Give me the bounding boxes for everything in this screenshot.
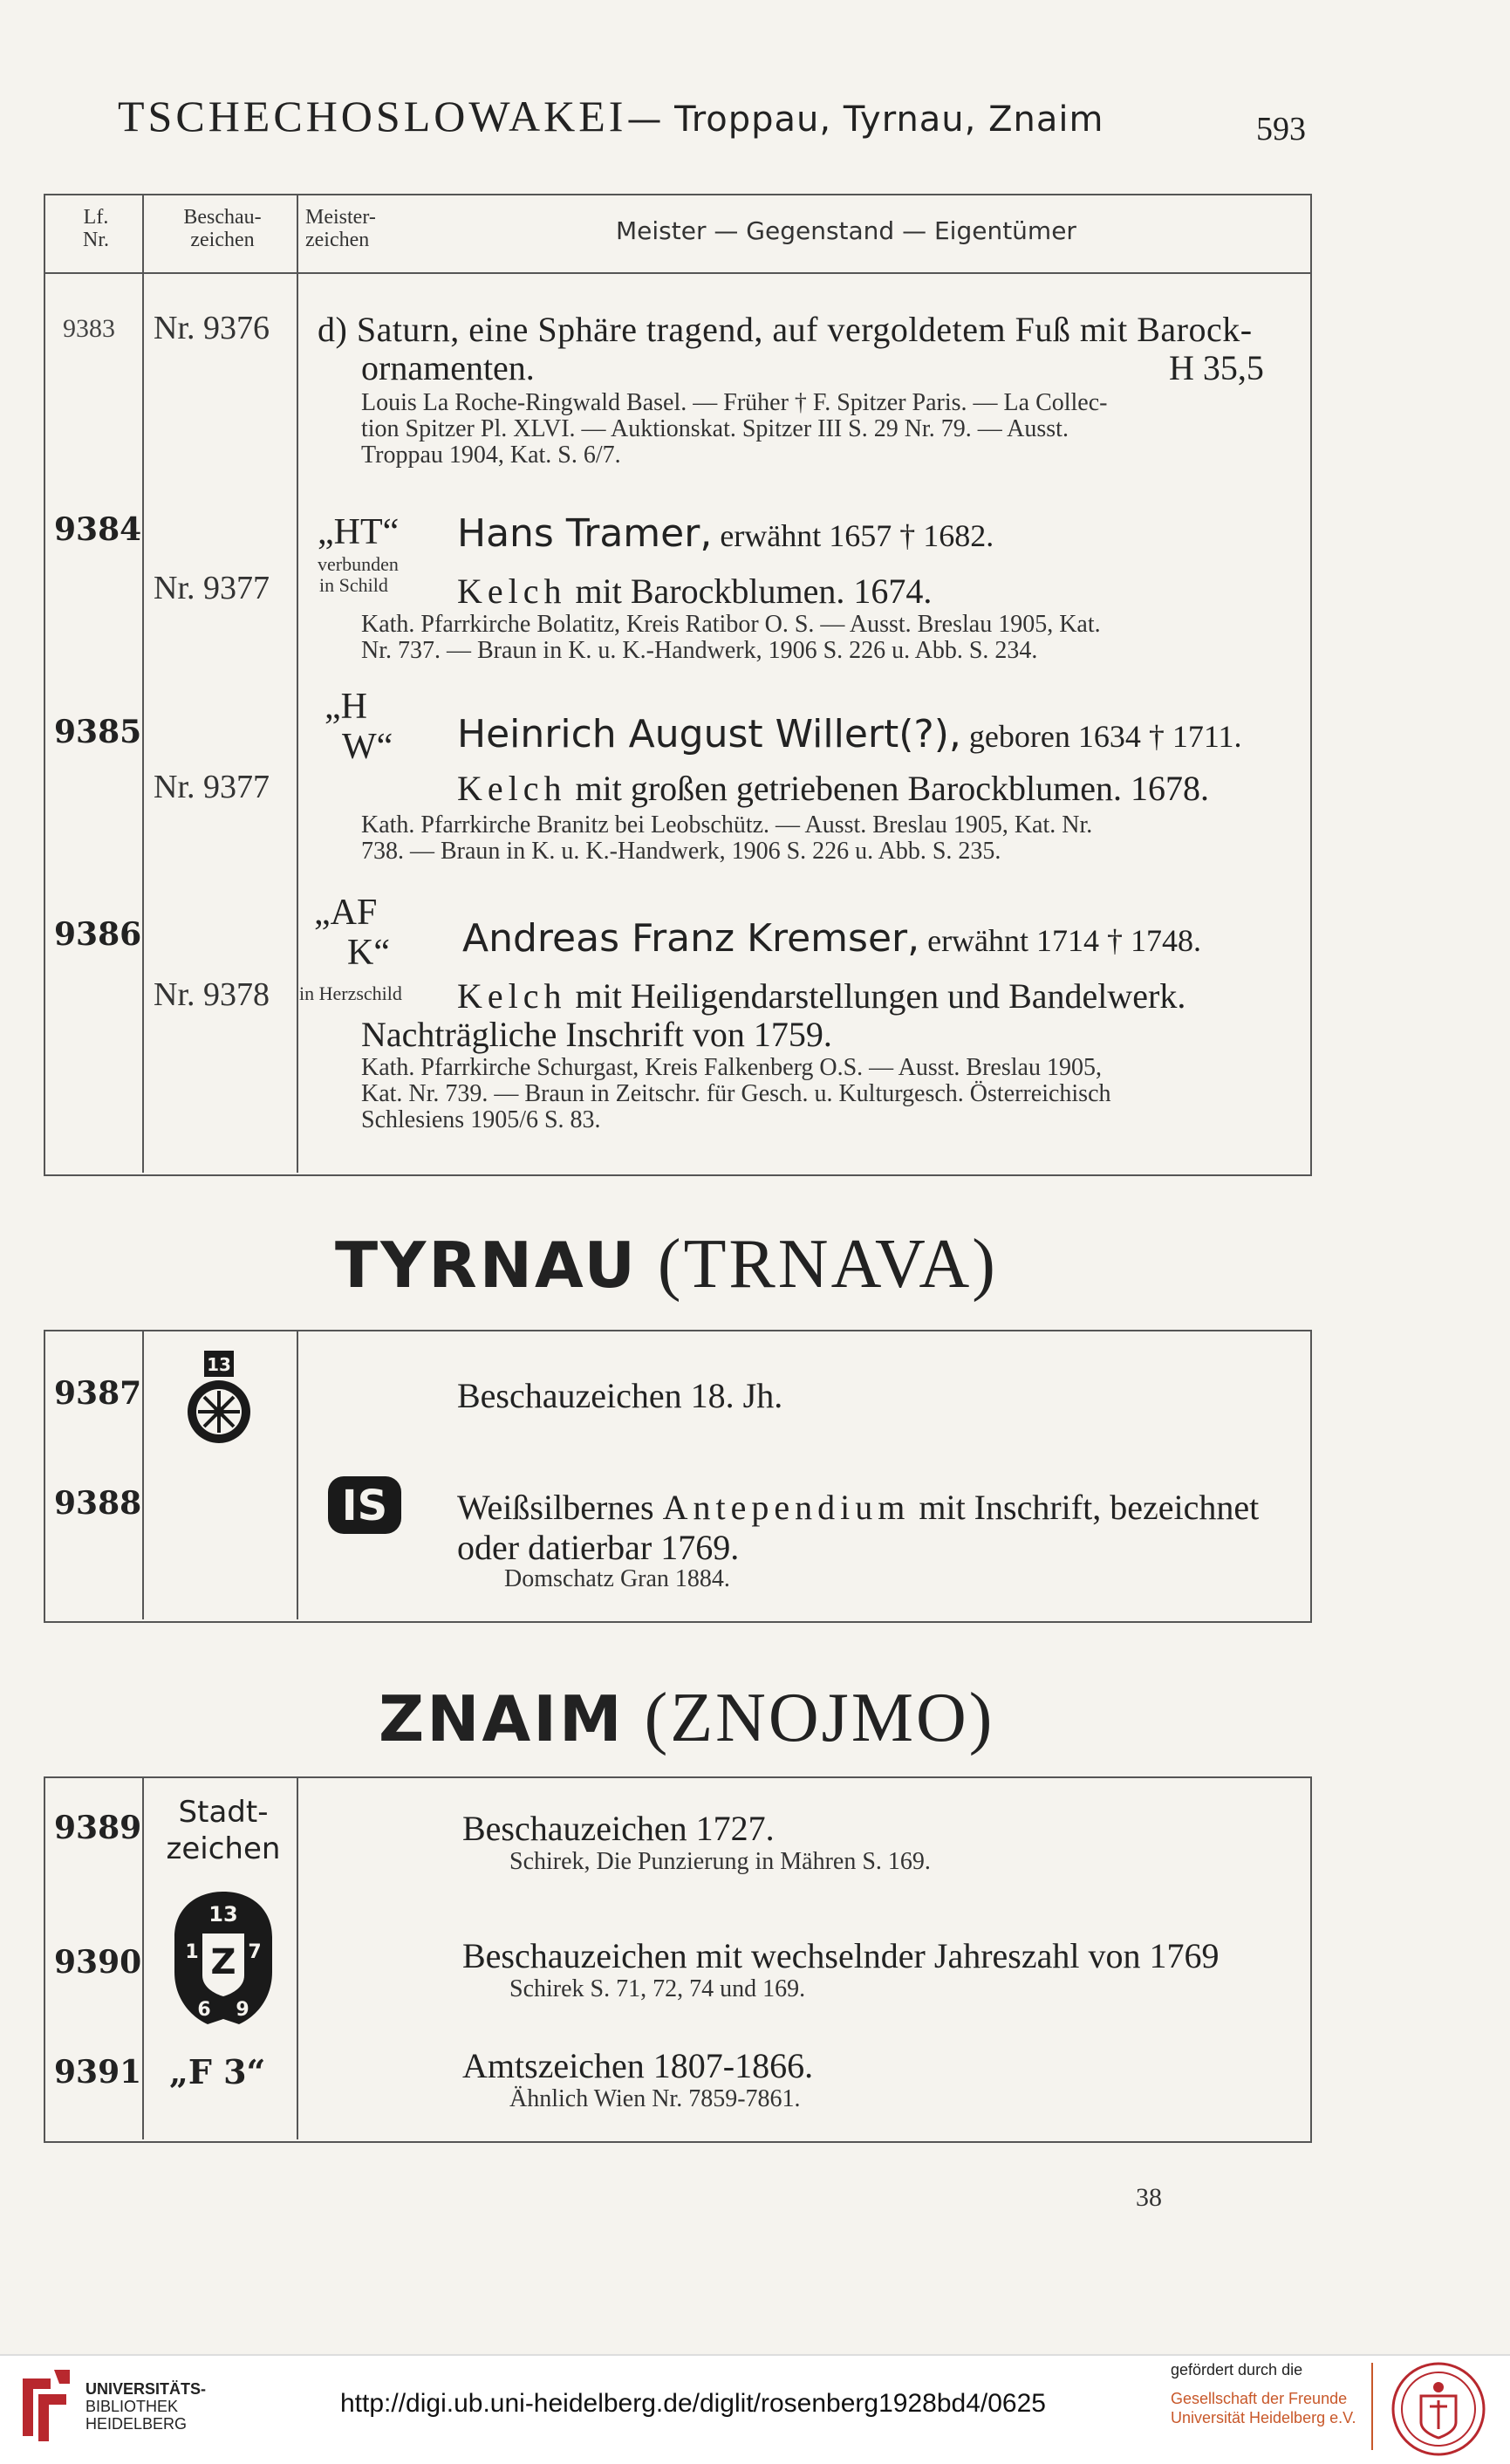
column-divider [142,1776,144,2139]
beschau-ref: Nr. 9377 [154,570,270,606]
permalink-url[interactable]: http://digi.ub.uni-heidelberg.de/diglit/rosenberg1928bd4/0625 [340,2389,1046,2418]
maker-mark: „AF [314,893,378,933]
maker-mark: W“ [342,727,393,767]
provenance: Kath. Pfarrkirche Branitz bei Leobschütz. — Ausst. Breslau 1905, Kat. Nr. [361,811,1093,838]
column-divider [297,194,298,1173]
beschau-ref: Nr. 9377 [154,769,270,805]
header-main: Meister — Gegenstand — Eigentümer [616,216,1076,245]
object-description: Kelch mit Barockblumen. 1674. [457,572,933,611]
provenance: Kath. Pfarrkirche Schurgast, Kreis Falkenberg O.S. — Ausst. Breslau 1905, [361,1054,1102,1081]
master-name: Heinrich August Willert(?), geboren 1634 † 1711. [457,712,1242,756]
mark-digit: 6 [197,1999,211,2021]
entry-number: 9391 [54,2054,142,2091]
header-lf: Lf. Nr. [83,206,109,251]
master-mark-is [326,1475,403,1536]
running-head [118,91,1103,141]
provenance: Domschatz Gran 1884. [504,1565,730,1592]
master-name: Hans Tramer, erwähnt 1657 † 1682. [457,511,994,556]
ub-logo-icon [16,2366,77,2445]
entry-text: d) Saturn, eine Sphäre tragend, auf vergoldetem Fuß mit Barock- [318,310,1253,349]
entry-number: 9390 [54,1944,142,1981]
beschau-ref: Nr. 9376 [154,310,270,346]
amtszeichen-mark: „F 3“ [169,2052,266,2091]
entry-text: oder datierbar 1769. [457,1528,740,1567]
footer-divider [1371,2363,1373,2450]
entry-number: 9388 [54,1485,142,1522]
mark-digit: 7 [248,1941,262,1963]
provenance: Schirek, Die Punzierung in Mähren S. 169. [509,1848,931,1875]
table-header-divider [44,272,1310,274]
entry-text: Amtszeichen 1807-1866. [462,2046,814,2085]
provenance: Kath. Pfarrkirche Bolatitz, Kreis Ratibor O. S. — Ausst. Breslau 1905, Kat. [361,611,1101,638]
maker-mark-note: in Herzschild [299,982,402,1004]
object-description: Kelch mit Heiligendarstellungen und Bandelwerk. [457,976,1186,1016]
provenance: Nr. 737. — Braun in K. u. K.-Handwerk, 1906 S. 226 u. Abb. S. 234. [361,637,1038,664]
stadtzeichen-label: Stadt- zeichen [166,1795,281,1866]
running-head-country: TSCHECHOSLOWAKEI [118,92,627,140]
mark-letter: Z [210,1942,236,1982]
header-meisterzeichen: Meister- zeichen [305,206,376,251]
ub-name: UNIVERSITÄTS- BIBLIOTHEK HEIDELBERG [85,2380,207,2433]
sponsor-name[interactable]: Gesellschaft der Freunde Universität Heidelberg e.V. [1171,2390,1356,2426]
provenance: Ähnlich Wien Nr. 7859-7861. [509,2085,801,2112]
entry-text: Nachträgliche Inschrift von 1759. [361,1015,832,1054]
znaim-town-mark [171,1888,276,2028]
header-beschauzeichen: Beschau- zeichen [183,206,262,251]
sponsor-label: gefördert durch die [1171,2361,1303,2378]
entry-number: 9384 [54,511,142,548]
provenance: tion Spitzer Pl. XLVI. — Auktionskat. Spitzer III S. 29 Nr. 79. — Ausst. [361,415,1069,442]
tyrnau-hallmark-wheel [185,1349,253,1448]
provenance: Louis La Roche-Ringwald Basel. — Früher † F. Spitzer Paris. — La Collec- [361,389,1108,416]
section-title-tyrnau: TYRNAU (TRNAVA) [335,1226,998,1303]
column-divider [297,1330,298,1619]
entry-number: 9387 [54,1375,142,1412]
provenance: Kat. Nr. 739. — Braun in Zeitschr. für Gesch. u. Kulturgesch. Österreichisch [361,1080,1111,1107]
beschau-ref: Nr. 9378 [154,976,270,1013]
master-mark-letters: IS [341,1482,388,1530]
section-title-znaim: ZNAIM (ZNOJMO) [379,1680,995,1756]
entry-text: Beschauzeichen 1727. [462,1809,775,1848]
dimension: H 35,5 [1169,348,1264,387]
entry-number: 9385 [54,714,142,750]
entry-number: 9389 [54,1810,142,1846]
university-seal-icon [1390,2361,1486,2457]
provenance: 738. — Braun in K. u. K.-Handwerk, 1906 S. 226 u. Abb. S. 235. [361,838,1001,865]
entry-text: Weißsilbernes Antependium mit Inschrift, bezeichnet [457,1488,1260,1527]
sheet-number: 38 [1136,2183,1162,2212]
object-description: Kelch mit großen getriebenen Barockblumen. 1678. [457,769,1209,808]
entry-text: ornamenten. [361,348,535,387]
master-name: Andreas Franz Kremser, erwähnt 1714 † 1748. [462,916,1202,961]
entry-text: Beschauzeichen 18. Jh. [457,1376,783,1415]
running-head-cities: — Troppau, Tyrnau, Znaim [626,99,1104,140]
entry-text: Beschauzeichen mit wechselnder Jahreszahl von 1769 [462,1936,1220,1975]
mark-number: 13 [208,1902,238,1927]
maker-mark-note: in Schild [319,574,388,596]
maker-mark: „HT“ [318,512,400,552]
provenance: Schlesiens 1905/6 S. 83. [361,1106,601,1133]
mark-digit: 9 [236,1999,249,2021]
column-divider [142,194,144,1173]
column-divider [142,1330,144,1619]
entry-number: 9383 [63,314,115,343]
mark-digit: 1 [185,1941,199,1963]
provenance: Schirek S. 71, 72, 74 und 169. [509,1975,806,2002]
provenance: Troppau 1904, Kat. S. 6/7. [361,441,621,469]
page-number: 593 [1256,111,1306,147]
maker-mark: „H [325,687,367,727]
maker-mark-note: verbunden [318,553,399,575]
hallmark-number: 13 [207,1354,231,1375]
column-divider [297,1776,298,2139]
maker-mark: K“ [347,933,390,973]
entry-number: 9386 [54,916,142,953]
